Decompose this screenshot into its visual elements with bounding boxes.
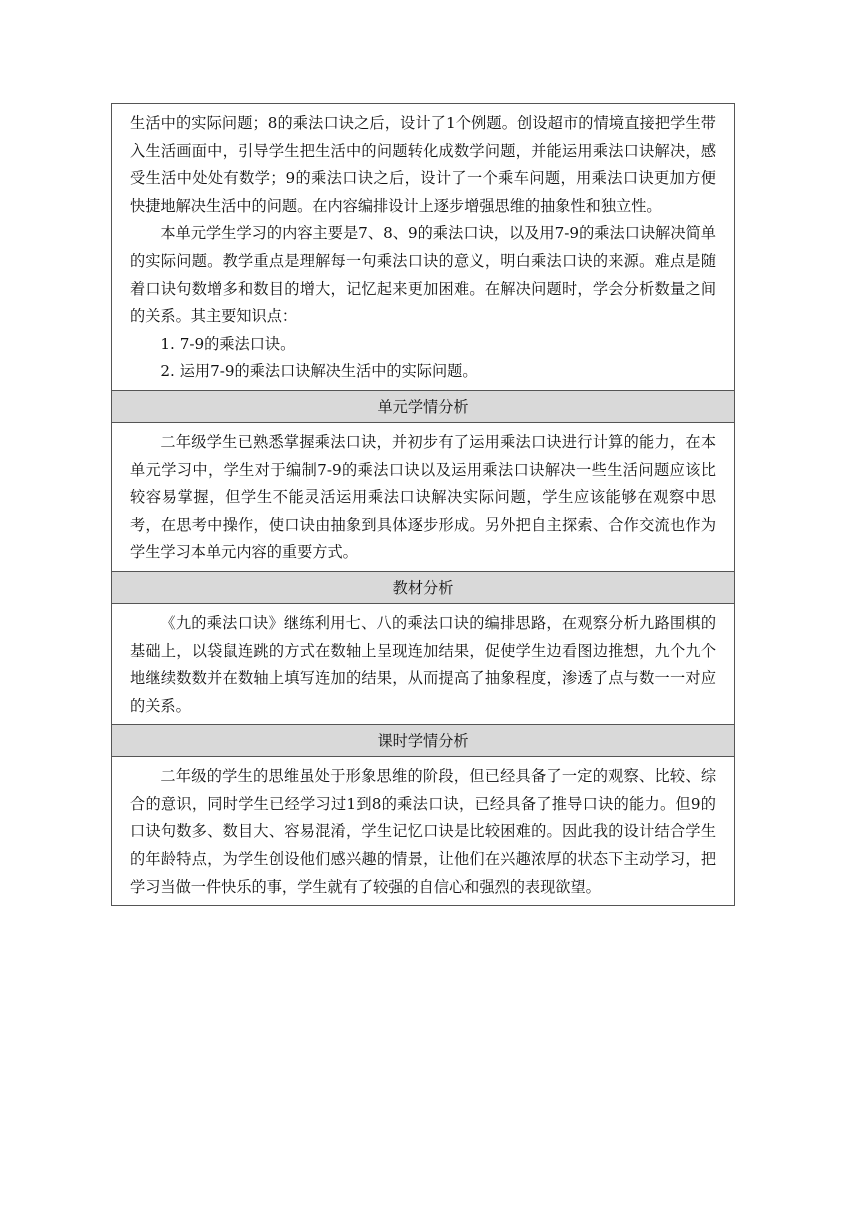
section-title: 单元学情分析 <box>377 397 469 416</box>
list-item: 2. 运用7-9的乘法口诀解决生活中的实际问题。 <box>160 362 478 381</box>
section-title: 课时学情分析 <box>377 732 469 751</box>
paragraph: 二年级学生已熟悉掌握乘法口诀，并初步有了运用乘法口诀进行计算的能力，在本单元学习中，学生对于编制7-9的乘法口诀以及运用乘法口诀解决一些生活问题应该比较容易掌握，但学生不能灵活运用乘法口诀解决实际问题，学生应该能够在观察中思考，在思考中操作，使口诀由抽象到具体逐步形成。另外把自主探索、合作交流也作为学生学习本单元内容的重要方式。 <box>130 432 716 562</box>
paragraph: 本单元学生学习的内容主要是7、8、9的乘法口诀，以及用7-9的乘法口诀解决简单的实际问题。教学重点是理解每一句乘法口诀的意义，明白乘法口诀的来源。难点是随着口诀句数增多和数目的增大，记忆起来更加困难。在解决问题时，学会分析数量之间的关系。其主要知识点： <box>130 224 716 326</box>
list-item: 1. 7-9的乘法口诀。 <box>160 334 296 353</box>
lesson-analysis-cell <box>112 757 734 905</box>
unit-content-cell <box>112 104 734 390</box>
paragraph: 生活中的实际问题；8的乘法口诀之后，设计了1个例题。创设超市的情境直接把学生带入生活画面中，引导学生把生活中的问题转化成数学问题，并能运用乘法口诀解决，感受生活中处处有数学；9的乘法口诀之后，设计了一个乘车问题，用乘法口诀更加方便快捷地解决生活中的问题。在内容编排设计上逐步增强思维的抽象性和独立性。 <box>130 114 716 215</box>
unit-analysis-cell <box>112 423 734 571</box>
textbook-analysis-cell <box>112 604 734 724</box>
lesson-plan-table <box>111 103 735 906</box>
section-header-lesson-analysis <box>112 724 734 757</box>
section-header-unit-analysis <box>112 390 734 423</box>
section-title: 教材分析 <box>392 578 454 597</box>
section-header-textbook-analysis <box>112 571 734 604</box>
paragraph: 《九的乘法口诀》继练利用七、八的乘法口诀的编排思路，在观察分析九路围棋的基础上，以袋鼠连跳的方式在数轴上呈现连加结果，促使学生边看图边推想，九个九个地继续数数并在数轴上填写连加的结果，从而提高了抽象程度，渗透了点与数一一对应的关系。 <box>130 613 716 715</box>
paragraph: 二年级的学生的思维虽处于形象思维的阶段，但已经具备了一定的观察、比较、综合的意识，同时学生已经学习过1到8的乘法口诀，已经具备了推导口诀的能力。但9的口诀句数多、数目大、容易混淆，学生记忆口诀是比较困难的。因此我的设计结合学生的年龄特点，为学生创设他们感兴趣的情景，让他们在兴趣浓厚的状态下主动学习，把学习当做一件快乐的事，学生就有了较强的自信心和强烈的表现欲望。 <box>130 767 716 896</box>
